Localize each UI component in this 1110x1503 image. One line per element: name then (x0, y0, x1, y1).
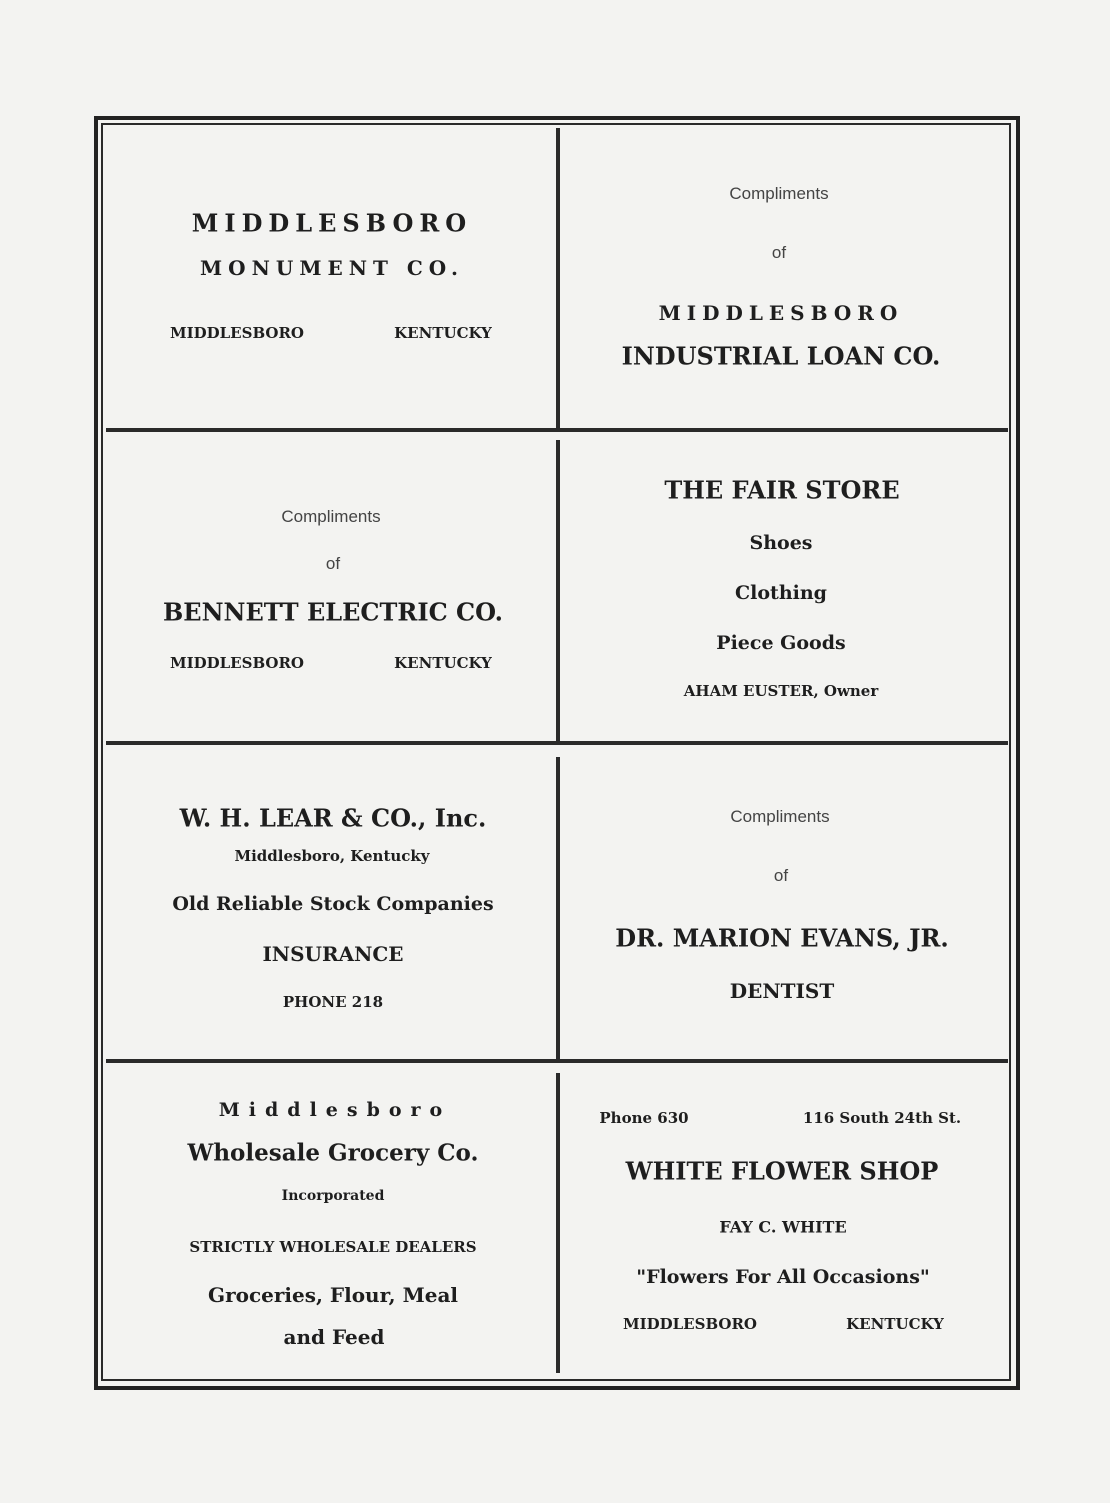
ad-description: STRICTLY WHOLESALE DEALERS (189, 1238, 477, 1256)
row-divider (106, 1059, 1008, 1063)
ad-line1: Middlesboro (218, 1099, 452, 1121)
ad-state: KENTUCKY (394, 324, 492, 342)
of-text: of (771, 243, 787, 262)
column-divider (556, 757, 560, 1059)
row-divider (106, 428, 1008, 432)
column-divider (556, 128, 560, 428)
ad-name: THE FAIR STORE (664, 475, 900, 505)
of-text: of (773, 866, 789, 885)
ad-phone: PHONE 218 (282, 993, 384, 1011)
ad-line1: MIDDLESBORO (658, 301, 904, 325)
ad-state: KENTUCKY (394, 654, 492, 672)
ad-owner: FAY C. WHITE (719, 1217, 847, 1237)
row-divider (106, 741, 1008, 745)
ad-name: Wholesale Grocery Co. (187, 1139, 479, 1167)
ad-tagline: Old Reliable Stock Companies (172, 893, 494, 915)
ad-title: DENTIST (729, 979, 835, 1003)
ad-item: Shoes (749, 532, 813, 554)
compliments-text: Compliments (281, 507, 381, 526)
ad-item: Clothing (735, 582, 827, 604)
compliments-text: Compliments (730, 807, 830, 826)
ad-name: DR. MARION EVANS, JR. (615, 923, 949, 953)
ad-subname: MONUMENT CO. (200, 256, 464, 280)
of-text: of (325, 554, 341, 573)
ad-item: Piece Goods (716, 632, 846, 654)
column-divider (556, 1073, 560, 1373)
ad-location: Middlesboro, Kentucky (234, 847, 430, 865)
ad-phone: Phone 630 (599, 1109, 689, 1127)
ad-address: 116 South 24th St. (802, 1109, 962, 1127)
ad-service: INSURANCE (262, 942, 404, 966)
compliments-text: Compliments (729, 184, 829, 203)
ad-goods: Groceries, Flour, Meal (207, 1283, 459, 1307)
ad-name: MIDDLESBORO (191, 208, 473, 238)
ad-name: W. H. LEAR & CO., Inc. (179, 803, 487, 833)
ad-state: KENTUCKY (846, 1315, 944, 1333)
ad-city: MIDDLESBORO (622, 1315, 758, 1333)
ad-name: BENNETT ELECTRIC CO. (163, 597, 503, 627)
ad-slogan: "Flowers For All Occasions" (636, 1266, 930, 1288)
ad-city: MIDDLESBORO (169, 654, 305, 672)
ad-name: INDUSTRIAL LOAN CO. (621, 341, 941, 371)
ad-owner: AHAM EUSTER, Owner (683, 682, 879, 700)
ad-goods: and Feed (283, 1325, 385, 1349)
ad-name: WHITE FLOWER SHOP (625, 1156, 939, 1186)
ad-city: MIDDLESBORO (169, 324, 305, 342)
column-divider (556, 440, 560, 741)
ad-incorporated: Incorporated (281, 1188, 385, 1204)
